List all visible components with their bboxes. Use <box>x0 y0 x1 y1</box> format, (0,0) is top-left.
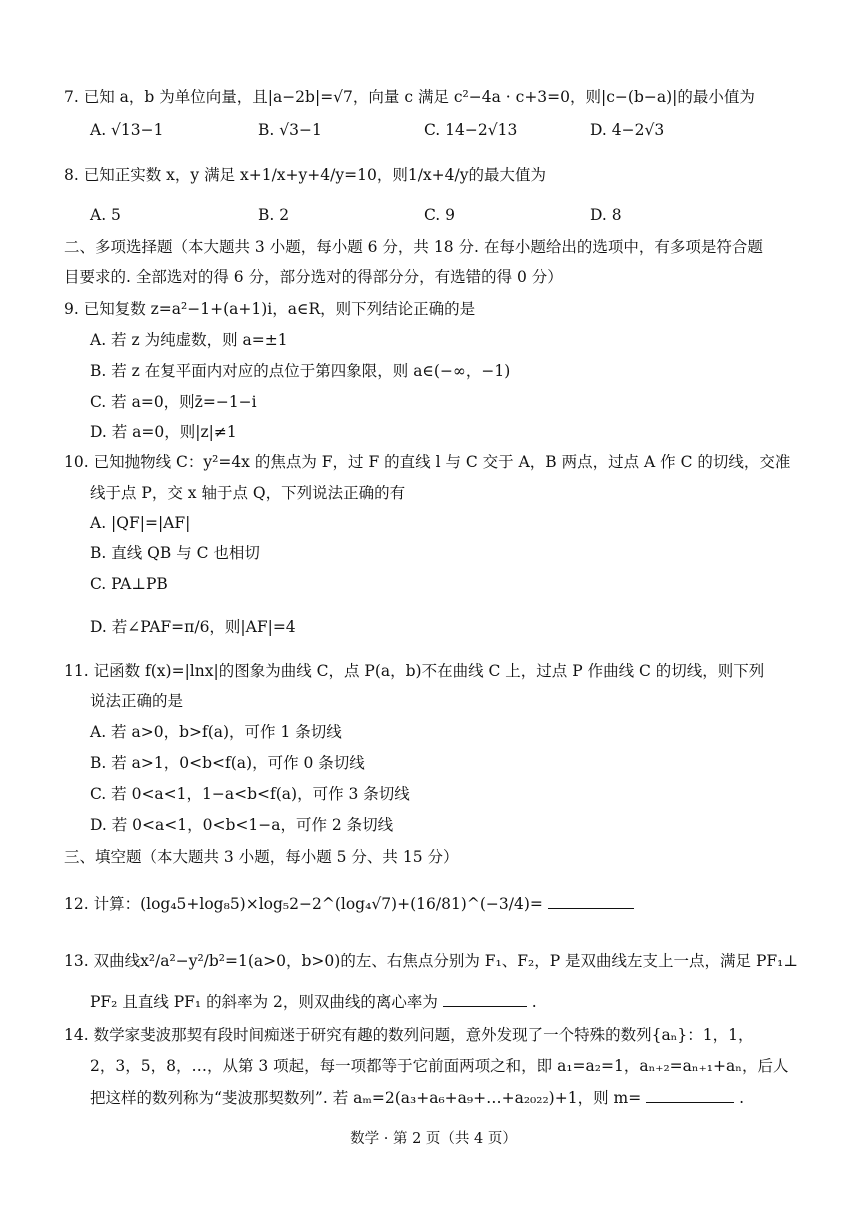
section-3-heading: 三、填空题（本大题共 3 小题，每小题 5 分、共 15 分） <box>64 848 459 866</box>
question-14-stem-line2: 2，3，5，8，…，从第 3 项起，每一项都等于它前面两项之和，即 a₁=a₂=1，aₙ₊₂=aₙ₊₁+aₙ，后人 <box>90 1057 789 1075</box>
q9-option-d: D. 若 a=0，则|z|≠1 <box>90 423 237 441</box>
q10-option-d: D. 若∠PAF=π/6，则|AF|=4 <box>90 618 296 636</box>
q10-option-a: A. |QF|=|AF| <box>90 514 191 532</box>
question-13-stem-line2: PF₂ 且直线 PF₁ 的斜率为 2，则双曲线的离心率为 <box>90 993 438 1011</box>
q9-option-b: B. 若 z 在复平面内对应的点位于第四象限，则 a∈(−∞，−1) <box>90 362 511 380</box>
q7-option-b: B. √3−1 <box>258 121 322 139</box>
q14-answer-blank[interactable] <box>646 1086 734 1103</box>
q9-option-c: C. 若 a=0，则z̄=−1−i <box>90 393 257 411</box>
question-13-stem-line1: 13. 双曲线x²/a²−y²/b²=1(a>0，b>0)的左、右焦点分别为 F₁、F₂，P 是双曲线左支上一点，满足 PF₁⊥ <box>64 952 798 970</box>
q11-option-a: A. 若 a>0，b>f(a)，可作 1 条切线 <box>90 723 342 741</box>
q13-answer-blank[interactable] <box>443 990 527 1007</box>
q8-option-c: C. 9 <box>424 206 456 224</box>
q7-option-d: D. 4−2√3 <box>590 121 665 139</box>
question-11-stem-line1: 11. 记函数 f(x)=|lnx|的图象为曲线 C，点 P(a，b)不在曲线 C 上，过点 P 作曲线 C 的切线，则下列 <box>64 662 765 680</box>
q11-option-d: D. 若 0<a<1，0<b<1−a，可作 2 条切线 <box>90 816 394 834</box>
question-8-stem: 8. 已知正实数 x，y 满足 x+1/x+y+4/y=10，则1/x+4/y的最大值为 <box>64 166 546 184</box>
q10-option-b: B. 直线 QB 与 C 也相切 <box>90 544 260 562</box>
q11-option-c: C. 若 0<a<1，1−a<b<f(a)，可作 3 条切线 <box>90 785 410 803</box>
question-7-stem: 7. 已知 a，b 为单位向量，且|a−2b|=√7，向量 c 满足 c²−4a · c+3=0，则|c−(b−a)|的最小值为 <box>64 88 755 106</box>
q12-answer-blank[interactable] <box>548 892 634 909</box>
q11-option-b: B. 若 a>1，0<b<f(a)，可作 0 条切线 <box>90 754 365 772</box>
question-10-stem-line1: 10. 已知抛物线 C：y²=4x 的焦点为 F，过 F 的直线 l 与 C 交于 A，B 两点，过点 A 作 C 的切线，交准 <box>64 453 791 471</box>
q13-end: . <box>531 993 537 1011</box>
q8-option-a: A. 5 <box>90 206 121 224</box>
question-14-stem-line3: 把这样的数列称为“斐波那契数列”. 若 aₘ=2(a₃+a₆+a₉+…+a₂₀₂₂)+1，则 m= <box>90 1089 642 1107</box>
section-2-instructions: 目要求的. 全部选对的得 6 分，部分选对的得部分分，有选错的得 0 分） <box>64 268 563 286</box>
question-10-stem-line2: 线于点 P，交 x 轴于点 Q，下列说法正确的有 <box>90 484 406 502</box>
question-12-line <box>64 892 634 915</box>
q14-end: . <box>739 1089 745 1107</box>
q10-option-c: C. PA⊥PB <box>90 575 168 593</box>
q8-option-d: D. 8 <box>590 206 622 224</box>
q7-option-a: A. √13−1 <box>90 121 164 139</box>
page-footer: 数学 · 第 2 页（共 4 页） <box>350 1131 517 1147</box>
q8-option-b: B. 2 <box>258 206 290 224</box>
section-2-heading: 二、多项选择题（本大题共 3 小题，每小题 6 分，共 18 分. 在每小题给出的选项中，有多项是符合题 <box>64 238 763 256</box>
q7-option-c: C. 14−2√13 <box>424 121 518 139</box>
question-13-line2 <box>90 990 537 1013</box>
question-12-stem: 12. 计算：(log₄5+log₈5)×log₅2−2^(log₄√7)+(16/81)^(−3/4)= <box>64 895 543 913</box>
question-11-stem-line2: 说法正确的是 <box>90 692 184 710</box>
q9-option-a: A. 若 z 为纯虚数，则 a=±1 <box>90 331 288 349</box>
question-9-stem: 9. 已知复数 z=a²−1+(a+1)i，a∈R，则下列结论正确的是 <box>64 300 476 318</box>
question-14-line3 <box>90 1086 744 1109</box>
question-14-stem-line1: 14. 数学家斐波那契有段时间痴迷于研究有趣的数列问题，意外发现了一个特殊的数列{aₙ}：1，1， <box>64 1026 754 1044</box>
